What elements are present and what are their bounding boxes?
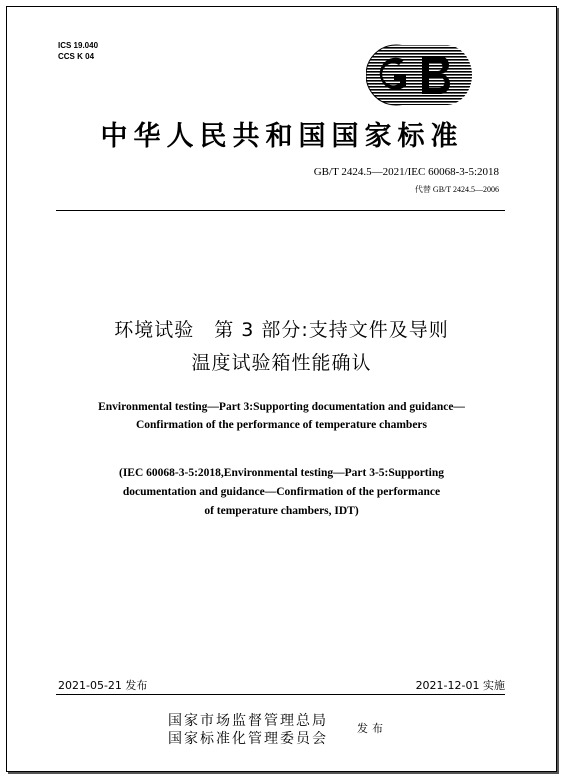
gb-logo: [366, 44, 474, 106]
implementation-date: 2021-12-01 实施: [415, 679, 505, 692]
standard-type-heading: 中华人民共和国国家标准: [100, 121, 464, 152]
standard-number: GB/T 2424.5—2021/IEC 60068-3-5:2018: [313, 166, 499, 178]
iec-reference-line-3: of temperature chambers, IDT): [204, 505, 359, 517]
issuer-line-2: 国家标准化管理委员会: [168, 731, 328, 747]
gb-logo-image: [366, 44, 474, 106]
issue-label: 发布: [357, 722, 387, 735]
chinese-title-line-1: 环境试验 第 3 部分:支持文件及导则: [114, 319, 449, 341]
english-title-line-1: Environmental testing—Part 3:Supporting documentation and guidance—: [98, 401, 465, 413]
english-title-line-2: Confirmation of the performance of temperature chambers: [135, 419, 428, 431]
classification-codes: [58, 40, 98, 62]
bottom-divider: [56, 694, 505, 695]
ccs-code: CCS K 04: [58, 52, 95, 61]
issuer-line-1: 国家市场监督管理总局: [168, 713, 328, 729]
iec-reference-line-2: documentation and guidance—Confirmation of the performance: [122, 486, 441, 498]
publication-date: 2021-05-21 发布: [58, 679, 148, 692]
iec-reference-line-1: (IEC 60068-3-5:2018,Environmental testing—Part 3-5:Supporting: [119, 467, 444, 479]
replaces-standard: 代替 GB/T 2424.5—2006: [414, 185, 499, 194]
chinese-title-line-2: 温度试验箱性能确认: [191, 352, 372, 374]
ics-code: ICS 19.040: [58, 41, 99, 50]
top-divider: [56, 210, 505, 211]
